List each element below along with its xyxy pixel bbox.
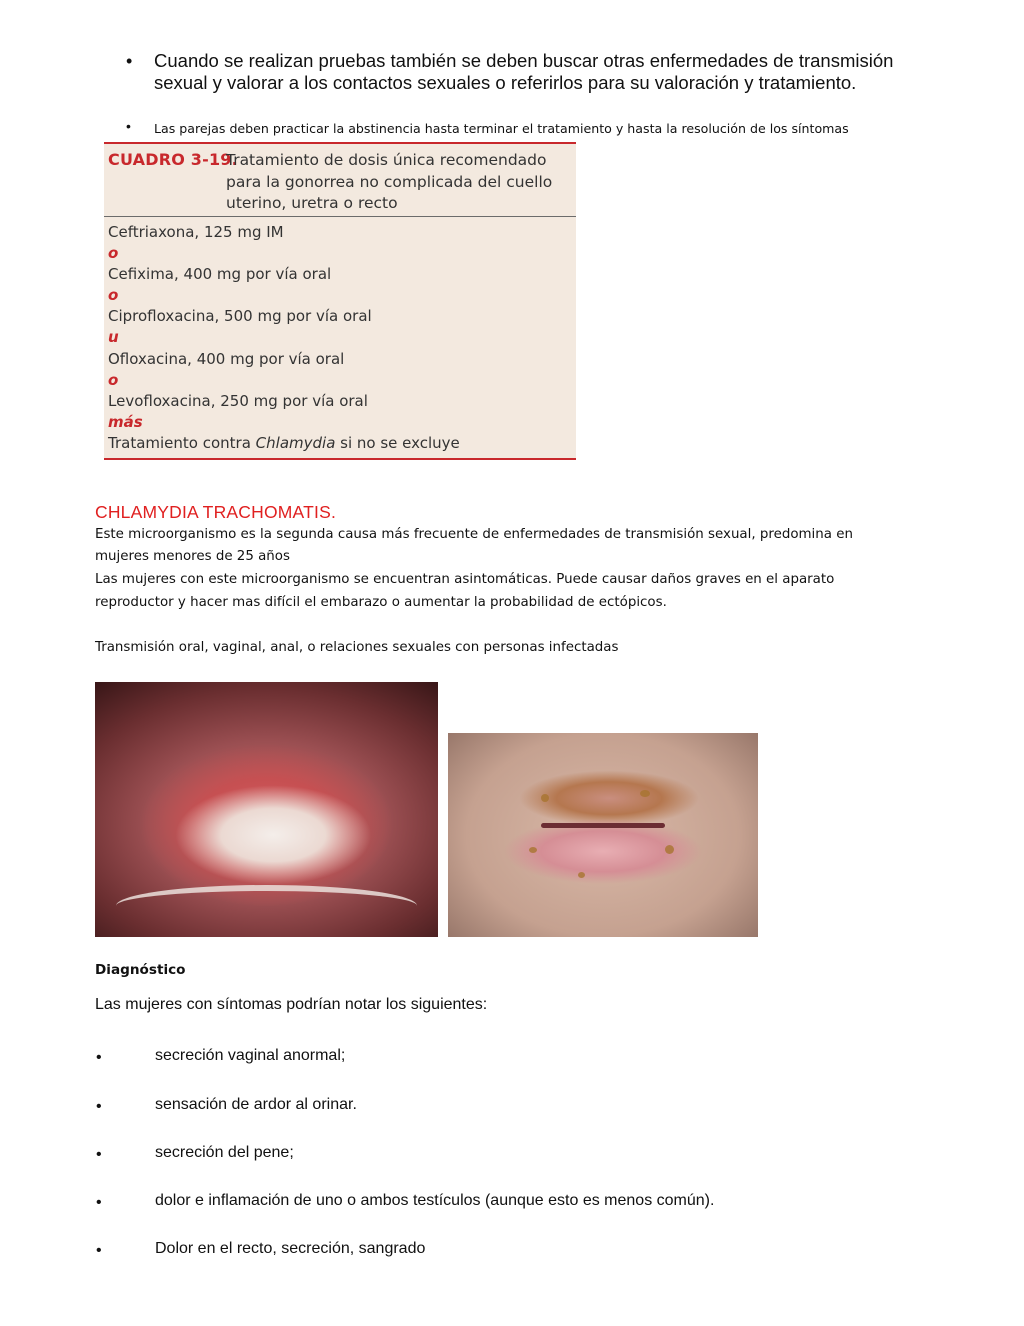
table-row-text: si no se excluye — [335, 433, 460, 452]
photo-detail — [665, 845, 674, 854]
photo-detail — [529, 847, 537, 853]
bullet-dot: • — [96, 1049, 102, 1066]
treatment-table — [104, 142, 576, 460]
paragraph-2-line-2: reproductor y hacer mas difícil el embarazo o aumentar la probabilidad de ectópicos. — [95, 595, 667, 610]
list-item: secreción vaginal anormal; — [155, 1047, 346, 1064]
bullet-2-line-1: Las parejas deben practicar la abstinencia hasta terminar el tratamiento y hasta la resolución de los síntomas — [154, 121, 849, 136]
bullet-dot: • — [96, 1146, 102, 1163]
paragraph-2-line-1: Las mujeres con este microorganismo se encuentran asintomáticas. Puede causar daños graves en el aparato — [95, 572, 835, 587]
table-title — [226, 150, 566, 215]
photo-detail — [116, 885, 418, 927]
bullet-dot: • — [126, 118, 131, 134]
table-row-last — [108, 433, 568, 454]
treatment-table-body — [108, 222, 568, 454]
list-item: sensación de ardor al orinar. — [155, 1096, 357, 1113]
bullet-dot: • — [96, 1242, 102, 1259]
bullet-1-line-1: Cuando se realizan pruebas también se deben buscar otras enfermedades de transmisión — [154, 50, 894, 71]
table-title-line: Tratamiento de dosis única recomendado — [226, 151, 547, 169]
table-row: Ofloxacina, 400 mg por vía oral — [108, 349, 345, 368]
diagnostico-intro: Las mujeres con síntomas podrían notar los siguientes: — [95, 996, 488, 1013]
table-connector: o — [108, 286, 119, 305]
list-item: Dolor en el recto, secreción, sangrado — [155, 1240, 426, 1257]
table-connector: u — [108, 328, 119, 347]
paragraph-1-line-2: mujeres menores de 25 años — [95, 549, 290, 564]
bullet-1-line-2: sexual y valorar a los contactos sexuales o referirlos para su valoración y tratamiento. — [154, 72, 857, 93]
table-row-italic: Chlamydia — [255, 433, 336, 452]
table-connector: o — [108, 370, 119, 389]
paragraph-1-line-1: Este microorganismo es la segunda causa más frecuente de enfermedades de transmisión sexual, predomina en — [95, 527, 853, 542]
treatment-table-header — [104, 144, 576, 217]
table-title-line: para la gonorrea no complicada del cuello — [226, 172, 553, 191]
diagnostico-title: Diagnóstico — [95, 962, 186, 978]
bullet-dot: • — [96, 1194, 102, 1211]
photo-detail — [541, 794, 549, 802]
table-row-text: Tratamiento contra — [108, 433, 256, 452]
photo-detail — [578, 872, 585, 878]
bullet-dot: • — [96, 1098, 102, 1115]
paragraph-3: Transmisión oral, vaginal, anal, o relaciones sexuales con personas infectadas — [95, 640, 619, 655]
lips-lesion-photo — [448, 733, 758, 937]
photo-detail — [640, 790, 650, 797]
table-row: Ciprofloxacina, 500 mg por vía oral — [108, 307, 372, 326]
table-row: Cefixima, 400 mg por vía oral — [108, 265, 332, 284]
table-title-line: uterino, uretra o recto — [226, 194, 398, 212]
list-item: dolor e inflamación de uno o ambos testículos (aunque esto es menos común). — [155, 1192, 715, 1209]
table-connector: o — [108, 244, 119, 263]
bullet-dot: • — [126, 51, 133, 71]
table-connector: más — [108, 412, 143, 431]
section-title: CHLAMYDIA TRACHOMATIS. — [95, 502, 337, 522]
table-row: Levofloxacina, 250 mg por vía oral — [108, 391, 368, 410]
list-item: secreción del pene; — [155, 1144, 294, 1161]
cervix-photo — [95, 682, 438, 937]
photo-detail — [541, 823, 665, 828]
table-label: CUADRO 3-19. — [108, 150, 238, 169]
table-row: Ceftriaxona, 125 mg IM — [108, 223, 284, 241]
